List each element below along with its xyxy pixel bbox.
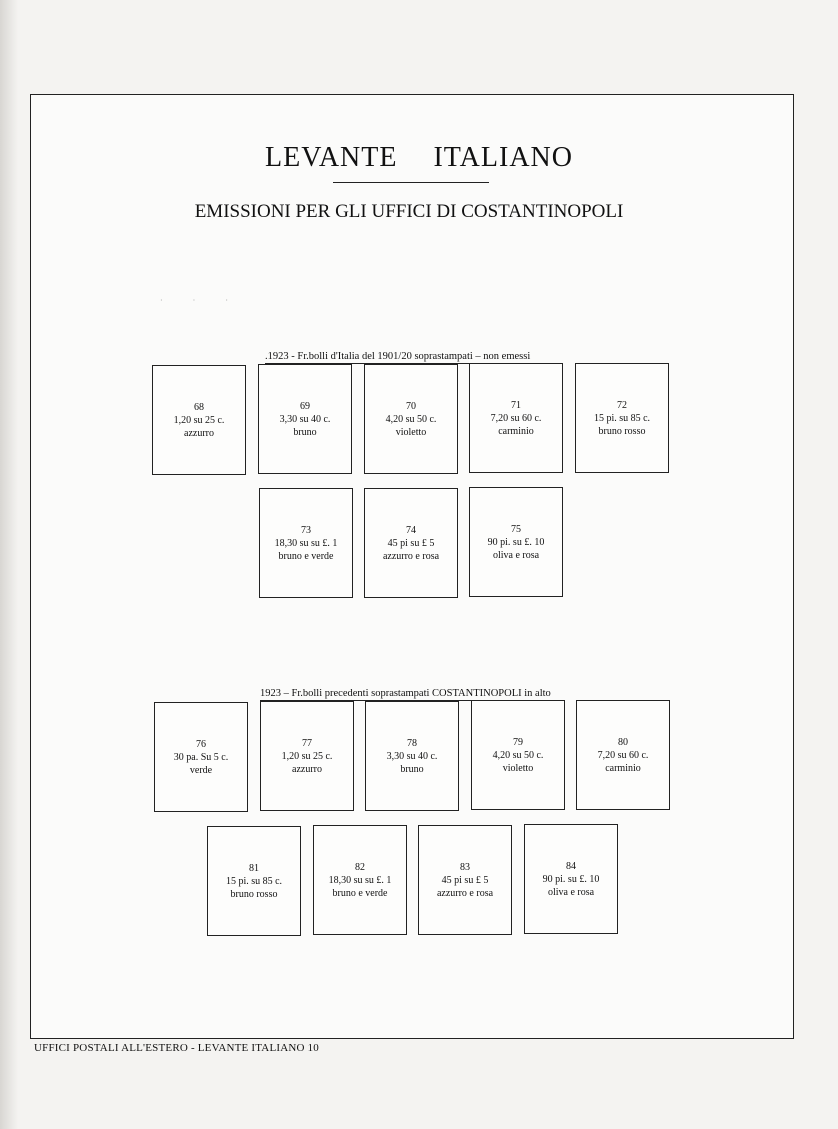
stamp-number: 69: [300, 400, 310, 412]
stamp-number: 71: [511, 399, 521, 411]
stamp-space-82: [313, 825, 407, 935]
stamp-space-75: [469, 487, 563, 597]
stamp-color: oliva e rosa: [492, 549, 540, 561]
stamp-value: 45 pi su £ 5: [387, 537, 435, 549]
stamp-color: bruno e verde: [278, 550, 334, 562]
stamp-value: 15 pi. su 85 c.: [225, 875, 283, 887]
stamp-space-83: [418, 825, 512, 935]
stamp-color: carminio: [498, 425, 534, 437]
stamp-value: 1,20 su 25 c.: [281, 750, 333, 762]
stamp-space-77: [260, 701, 354, 811]
stamp-value: 4,20 su 50 c.: [492, 749, 544, 761]
section-2-caption: 1923 – Fr.bolli precedenti soprastampati COSTANTINOPOLI in alto: [260, 688, 551, 699]
stamp-space-70: [364, 364, 458, 474]
stamp-number: 72: [617, 399, 627, 411]
stamp-value: 15 pi. su 85 c.: [593, 412, 651, 424]
stamp-color: violetto: [395, 426, 427, 438]
stamp-number: 80: [618, 736, 628, 748]
stamp-color: violetto: [502, 762, 534, 774]
stamp-value: 1,20 su 25 c.: [173, 414, 225, 426]
stamp-color: verde: [189, 764, 213, 776]
stamp-color: oliva e rosa: [547, 886, 595, 898]
stamp-number: 83: [460, 861, 470, 873]
stamp-value: 4,20 su 50 c.: [385, 413, 437, 425]
section-1-caption: .1923 - Fr.bolli d'Italia del 1901/20 soprastampati – non emessi: [265, 351, 531, 362]
title-underline: [333, 182, 489, 183]
stamp-number: 79: [513, 736, 523, 748]
stamp-value: 30 pa. Su 5 c.: [173, 751, 229, 763]
stamp-number: 68: [194, 401, 204, 413]
stamp-space-76: [154, 702, 248, 812]
stamp-color: bruno: [293, 426, 317, 438]
stamp-value: 3,30 su 40 c.: [386, 750, 438, 762]
stamp-color: bruno rosso: [230, 888, 278, 900]
stamp-value: 90 pi. su £. 10: [487, 536, 545, 548]
stamp-space-73: [259, 488, 353, 598]
stamp-number: 76: [196, 738, 206, 750]
stamp-space-71: [469, 363, 563, 473]
stamp-value: 90 pi. su £. 10: [542, 873, 600, 885]
stamp-value: 18,30 su su £. 1: [328, 874, 392, 886]
stamp-space-72: [575, 363, 669, 473]
stamp-number: 74: [406, 524, 416, 536]
stamp-number: 81: [249, 862, 259, 874]
stamp-space-68: [152, 365, 246, 475]
stamp-value: 7,20 su 60 c.: [490, 412, 542, 424]
stamp-color: bruno rosso: [598, 425, 646, 437]
stamp-value: 3,30 su 40 c.: [279, 413, 331, 425]
stamp-number: 77: [302, 737, 312, 749]
stamp-number: 82: [355, 861, 365, 873]
stamp-space-84: [524, 824, 618, 934]
page-title: LEVANTE ITALIANO: [265, 142, 573, 173]
stamp-number: 70: [406, 400, 416, 412]
stamp-space-81: [207, 826, 301, 936]
stamp-space-78: [365, 701, 459, 811]
page-subtitle: EMISSIONI PER GLI UFFICI DI COSTANTINOPOLI: [194, 201, 624, 222]
stamp-space-79: [471, 700, 565, 810]
stamp-value: 45 pi su £ 5: [441, 874, 489, 886]
stamp-color: azzurro e rosa: [436, 887, 494, 899]
stamp-color: carminio: [605, 762, 641, 774]
stamp-number: 73: [301, 524, 311, 536]
stamp-color: azzurro: [292, 763, 322, 775]
stamp-space-74: [364, 488, 458, 598]
paper-specks: · · ·: [160, 296, 242, 305]
stamp-number: 78: [407, 737, 417, 749]
stamp-color: bruno: [400, 763, 424, 775]
stamp-value: 18,30 su su £. 1: [274, 537, 338, 549]
stamp-color: bruno e verde: [332, 887, 388, 899]
stamp-space-80: [576, 700, 670, 810]
stamp-value: 7,20 su 60 c.: [597, 749, 649, 761]
page-footer: UFFICI POSTALI ALL'ESTERO - LEVANTE ITALIANO 10: [34, 1042, 320, 1054]
stamp-number: 75: [511, 523, 521, 535]
stamp-color: azzurro e rosa: [382, 550, 440, 562]
stamp-space-69: [258, 364, 352, 474]
stamp-color: azzurro: [184, 427, 214, 439]
stamp-number: 84: [566, 860, 576, 872]
